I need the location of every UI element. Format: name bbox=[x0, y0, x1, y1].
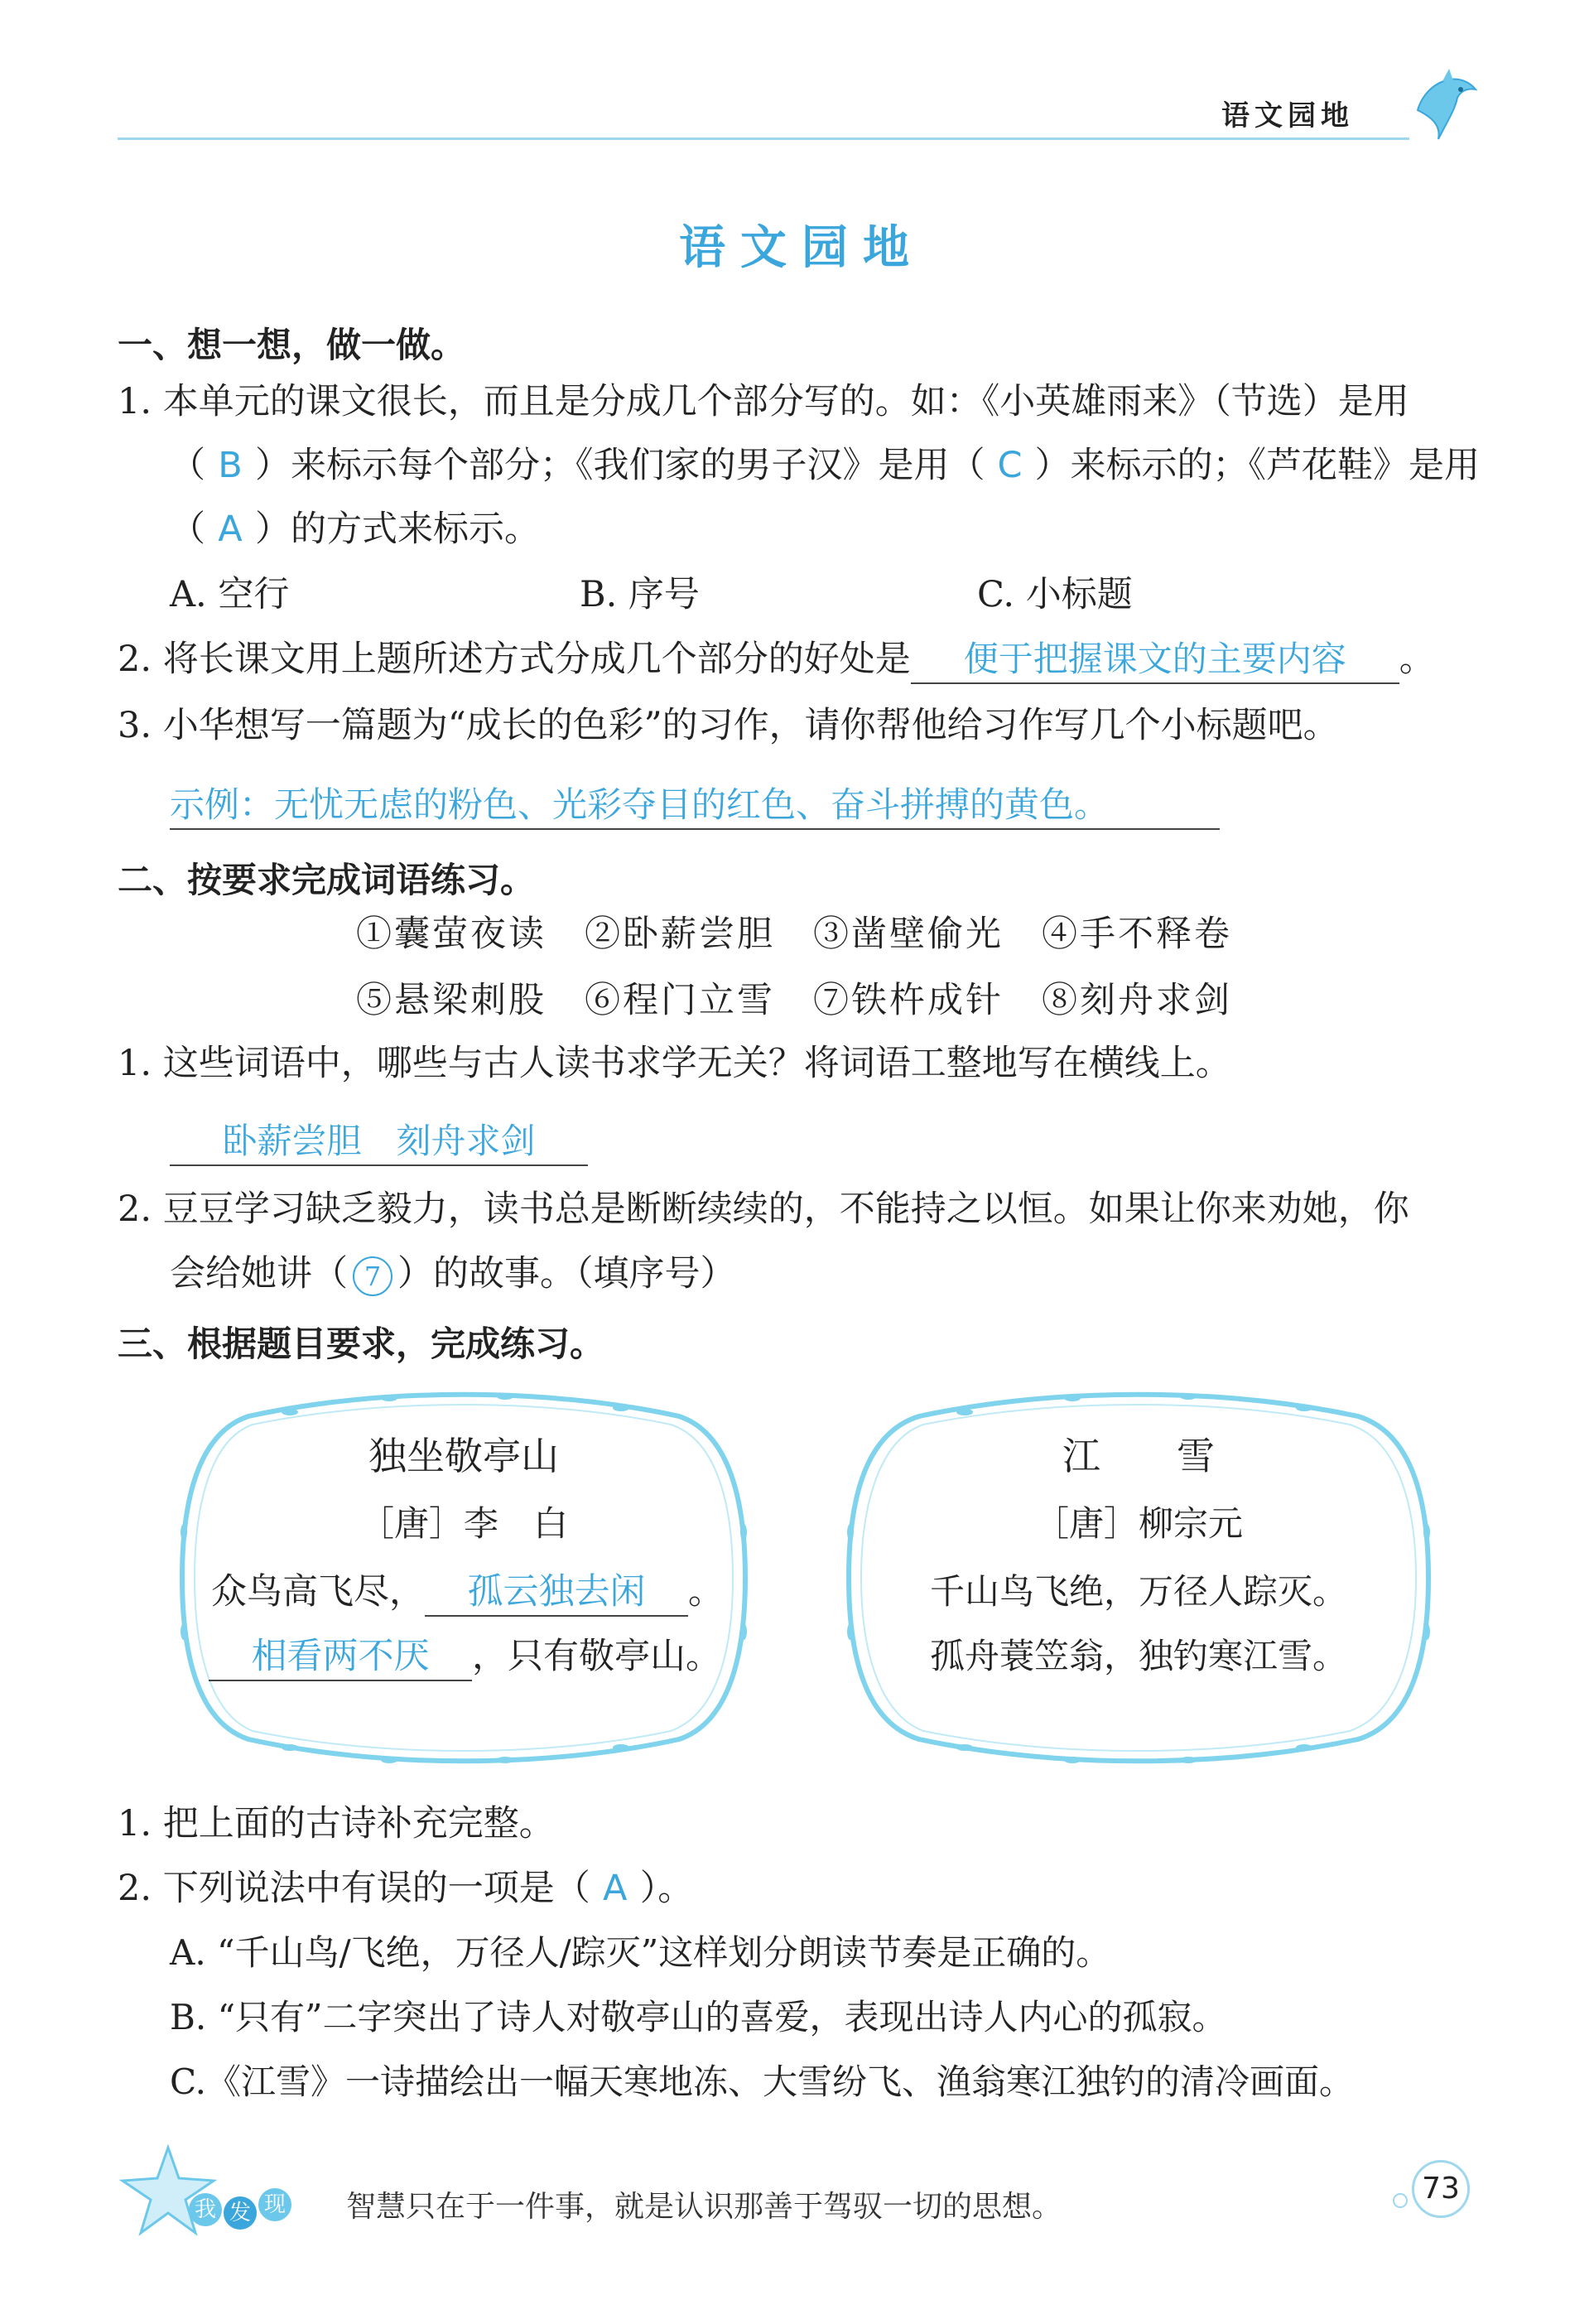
poem1-line1: 众鸟高飞尽， 孤云独去闲 。 bbox=[211, 1567, 724, 1617]
s3-option-a: A. “千山鸟/飞绝，万径人/踪灭”这样划分朗读节奏是正确的。 bbox=[170, 1932, 1111, 1973]
badge-char-1: 我 bbox=[189, 2193, 222, 2226]
word-list-row1: ①囊萤夜读 ②卧薪尝胆 ③凿壁偷光 ④手不释卷 bbox=[356, 914, 1232, 955]
s2-q1-answer-blank: 卧薪尝胆 刻舟求剑 bbox=[170, 1118, 588, 1166]
poem1-line2: 相看两不厌 ，只有敬亭山。 bbox=[209, 1632, 721, 1681]
s2-q2-line1: 2. 豆豆学习缺乏毅力，读书总是断断续续的，不能持之以恒。如果让你来劝她，你 bbox=[118, 1189, 1409, 1230]
footer-dot bbox=[1393, 2193, 1408, 2208]
s2-q1: 1. 这些词语中，哪些与古人读书求学无关？将词语工整地写在横线上。 bbox=[118, 1043, 1231, 1084]
page-number: 73 bbox=[1412, 2160, 1470, 2218]
option-b: B. 序号 bbox=[580, 574, 700, 615]
poem2-title: 江 雪 bbox=[1062, 1434, 1215, 1478]
answer-b: B bbox=[218, 445, 243, 486]
s2-q1-answer-line bbox=[170, 1116, 588, 1166]
section-1-heading: 一、想一想，做一做。 bbox=[118, 325, 466, 365]
poem1-author: ［唐］李 白 bbox=[359, 1503, 568, 1544]
poem2-author: ［唐］柳宗元 bbox=[1033, 1503, 1243, 1544]
footer-badge bbox=[189, 2187, 296, 2228]
poem2-line1: 千山鸟飞绝，万径人踪灭。 bbox=[929, 1571, 1347, 1612]
word-list-row2: ⑤悬梁刺股 ⑥程门立雪 ⑦铁杵成针 ⑧刻舟求剑 bbox=[356, 980, 1232, 1021]
poem1-title: 独坐敬亭山 bbox=[368, 1434, 559, 1478]
s1-q2: 2. 将长课文用上题所述方式分成几个部分的好处是 便于把握课文的主要内容 。 bbox=[118, 634, 1435, 684]
q3-answer-blank: 示例：无忧无虑的粉色、光彩夺目的红色、奋斗拼搏的黄色。 bbox=[170, 782, 1220, 830]
answer-c: C bbox=[997, 445, 1023, 486]
header-rule bbox=[118, 137, 1409, 140]
section-2-heading: 二、按要求完成词语练习。 bbox=[118, 860, 536, 900]
answer-a: A bbox=[218, 509, 243, 550]
s1-q3: 3. 小华想写一篇题为“成长的色彩”的习作，请你帮他给习作写几个小标题吧。 bbox=[118, 705, 1339, 746]
dolphin-icon bbox=[1409, 65, 1484, 147]
s3-q2-answer: A bbox=[602, 1868, 628, 1909]
s1-q1-line2: （ B ）来标示每个部分；《我们家的男子汉》是用（ C ）来标示的；《芦花鞋》是用 bbox=[170, 441, 1480, 490]
s3-option-c: C.《江雪》一诗描绘出一幅天寒地冻、大雪纷飞、渔翁寒江独钓的清冷画面。 bbox=[170, 2061, 1354, 2102]
section-3-heading: 三、根据题目要求，完成练习。 bbox=[118, 1324, 605, 1364]
s1-q1-line3: （ A ）的方式来标示。 bbox=[170, 504, 540, 554]
option-c: C. 小标题 bbox=[977, 574, 1133, 615]
option-a: A. 空行 bbox=[170, 574, 290, 615]
badge-char-3: 现 bbox=[258, 2188, 291, 2221]
s3-q1: 1. 把上面的古诗补充完整。 bbox=[118, 1803, 555, 1844]
s1-q1-line1: 1. 本单元的课文很长，而且是分成几个部分写的。如：《小英雄雨来》（节选）是用 bbox=[118, 381, 1409, 422]
s1-q3-answer-line bbox=[170, 780, 1220, 830]
footer-quote: 智慧只在于一件事，就是认识那善于驾驭一切的思想。 bbox=[346, 2190, 1062, 2224]
circled-answer-7: 7 bbox=[353, 1256, 392, 1296]
badge-char-2: 发 bbox=[224, 2196, 257, 2230]
poem1-blank1: 孤云独去闲 bbox=[425, 1569, 688, 1617]
s2-q2-line2: 会给她讲（ 7 ）的故事。（填序号） bbox=[170, 1253, 736, 1295]
s3-q2: 2. 下列说法中有误的一项是（ A ）。 bbox=[118, 1864, 693, 1913]
page-title: 语文园地 bbox=[679, 221, 924, 275]
q2-answer-blank: 便于把握课文的主要内容 bbox=[911, 636, 1399, 684]
header-title: 语文园地 bbox=[1221, 99, 1354, 133]
poem2-line2: 孤舟蓑笠翁，独钓寒江雪。 bbox=[929, 1636, 1347, 1676]
poem1-blank2: 相看两不厌 bbox=[209, 1633, 472, 1681]
s3-option-b: B. “只有”二字突出了诗人对敬亭山的喜爱，表现出诗人内心的孤寂。 bbox=[170, 1997, 1227, 2037]
